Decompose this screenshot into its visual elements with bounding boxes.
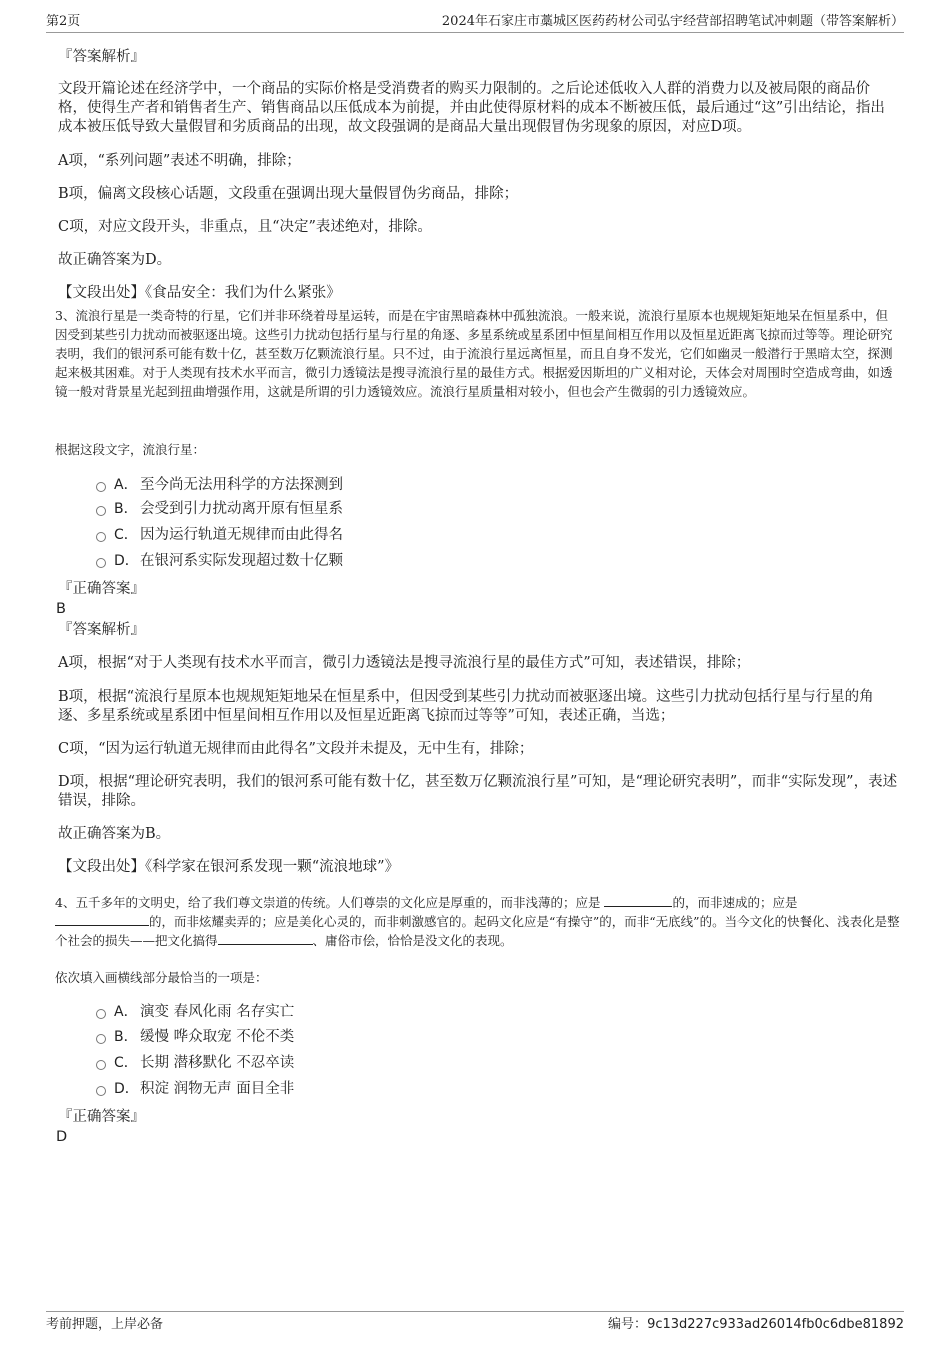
q4-option-a[interactable]: A． 演变 春风化雨 名存实亡 [96, 1001, 294, 1023]
q2-analysis-a: A项，“系列问题”表述不明确，排除； [58, 153, 301, 169]
radio-icon[interactable] [96, 1086, 106, 1096]
q4-passage-block: 4、五千多年的文明史，给了我们尊文崇道的传统。人们尊崇的文化应是厚重的，而非浅薄的；应是 的，而非速成的；应是 的，而非炫耀卖弄的；应是美化心灵的，而非刺激感官的。起码文化应是“有操守”的，而非“无底线”的。当今文化的快餐化、浅表化是整个社会的损失——把文化搞得 、庸俗市侩，恰恰是没文化的表现。 [55, 895, 900, 948]
page-number: 第2页 [46, 14, 81, 29]
radio-icon[interactable] [96, 506, 106, 516]
document-code: 编号：9c13d227c933ad26014fb0c6dbe81892 [608, 1317, 904, 1332]
q3-source: 【文段出处】《科学家在银河系发现一颗“流浪地球”》 [58, 859, 400, 875]
radio-icon[interactable] [96, 1034, 106, 1044]
radio-icon[interactable] [96, 1009, 106, 1019]
q3-passage: 流浪行星是一类奇特的行星，它们并非环绕着母星运转，而是在宇宙黑暗森林中孤独流浪。一般来说，流浪行星原本也规规矩矩地呆在恒星系中，但因受到某些引力扰动而被驱逐出境。这些引力扰动包括行星与行星的角逐、多星系统或星系团中恒星间相互作用以及恒星近距离飞掠而过等等。理论研究表明，我们的银河系可能有数十亿，甚至数万亿颗流浪行星。只不过，由于流浪行星远离恒星，而且自身不发光，它们如幽灵一般潜行于黑暗太空，探测起来极其困难。对于人类现有技术水平而言，微引力透镜法是搜寻流浪行星的最佳方式。根据爱因斯坦的广义相对论，天体会对周围时空造成弯曲，如透镜一般对背景星光起到扭曲增强作用，这就是所谓的引力透镜效应。流浪行星质量相对较小，但也会产生微弱的引力透镜效应。 [55, 308, 893, 399]
q3-option-c[interactable]: C． 因为运行轨道无规律而由此得名 [96, 524, 343, 546]
q4-answer: D [56, 1129, 68, 1145]
blank-2[interactable] [55, 913, 149, 926]
radio-icon[interactable] [96, 558, 106, 568]
blank-3[interactable] [218, 932, 313, 945]
q4-number: 4、 [55, 895, 76, 910]
q2-analysis-text: 文段开篇论述在经济学中，一个商品的实际价格是受消费者的购买力限制的。之后论述低收入人群的消费力以及被局限的商品价格，使得生产者和销售者生产、销售商品以压低成本为前提，并由此使得原材料的成本不断被压低，最后通过“这”引出结论，指出成本被压低导致大量假冒和劣质商品的出现，故文段强调的是商品大量出现假冒伪劣现象的原因，对应D项。 [58, 81, 885, 135]
radio-icon[interactable] [96, 532, 106, 542]
q3-passage-block [55, 306, 900, 401]
q3-answer: B [56, 601, 66, 617]
page-footer [46, 1311, 904, 1336]
q4-prompt: 依次填入画横线部分最恰当的一项是： [55, 970, 268, 985]
q2-source: 【文段出处】《食品安全：我们为什么紧张》 [58, 285, 341, 301]
page-header [46, 14, 904, 33]
q4-answer-label: 『正确答案』 [58, 1109, 145, 1125]
q4-option-b[interactable]: B． 缓慢 哗众取宠 不伦不类 [96, 1026, 294, 1048]
q3-answer-label: 『正确答案』 [58, 581, 145, 597]
q3-analysis-a: A项，根据“对于人类现有技术水平而言，微引力透镜法是搜寻流浪行星的最佳方式”可知，表述错误，排除； [58, 655, 751, 671]
q3-number: 3、 [55, 308, 76, 323]
blank-1[interactable] [604, 894, 672, 907]
footer-slogan: 考前押题，上岸必备 [46, 1317, 164, 1332]
q3-analysis-d: D项，根据“理论研究表明，我们的银河系可能有数十亿，甚至数万亿颗流浪行星”可知，是“理论研究表明”，而非“实际发现”，表述错误，排除。 [58, 774, 898, 809]
q4-option-d[interactable]: D． 积淀 润物无声 面目全非 [96, 1078, 294, 1100]
q2-analysis-b: B项，偏离文段核心话题，文段重在强调出现大量假冒伪劣商品，排除； [58, 186, 519, 202]
radio-icon[interactable] [96, 1060, 106, 1070]
q4-option-c[interactable]: C． 长期 潜移默化 不忍卒读 [96, 1052, 294, 1074]
q3-option-b[interactable]: B． 会受到引力扰动离开原有恒星系 [96, 498, 343, 520]
q3-analysis-c: C项，“因为运行轨道无规律而由此得名”文段并未提及，无中生有，排除； [58, 741, 534, 757]
q3-analysis-label: 『答案解析』 [58, 622, 145, 638]
radio-icon[interactable] [96, 482, 106, 492]
q3-analysis-b: B项，根据“流浪行星原本也规规矩矩地呆在恒星系中，但因受到某些引力扰动而被驱逐出境。这些引力扰动包括行星与行星的角逐、多星系统或星系团中恒星间相互作用以及恒星近距离飞掠而过等等”可知，表述正确，当选； [58, 689, 874, 724]
q2-conclusion: 故正确答案为D。 [58, 252, 172, 268]
q3-option-d[interactable]: D． 在银河系实际发现超过数十亿颗 [96, 550, 343, 572]
q3-option-a[interactable]: A． 至今尚无法用科学的方法探测到 [96, 474, 343, 496]
document-title: 2024年石家庄市藁城区医药药材公司弘宇经营部招聘笔试冲刺题（带答案解析） [441, 14, 904, 29]
q3-prompt: 根据这段文字，流浪行星： [55, 442, 206, 457]
q2-analysis-label: 『答案解析』 [58, 49, 145, 65]
q3-conclusion: 故正确答案为B。 [58, 826, 171, 842]
q2-analysis-c: C项，对应文段开头，非重点，且“决定”表述绝对，排除。 [58, 219, 432, 235]
